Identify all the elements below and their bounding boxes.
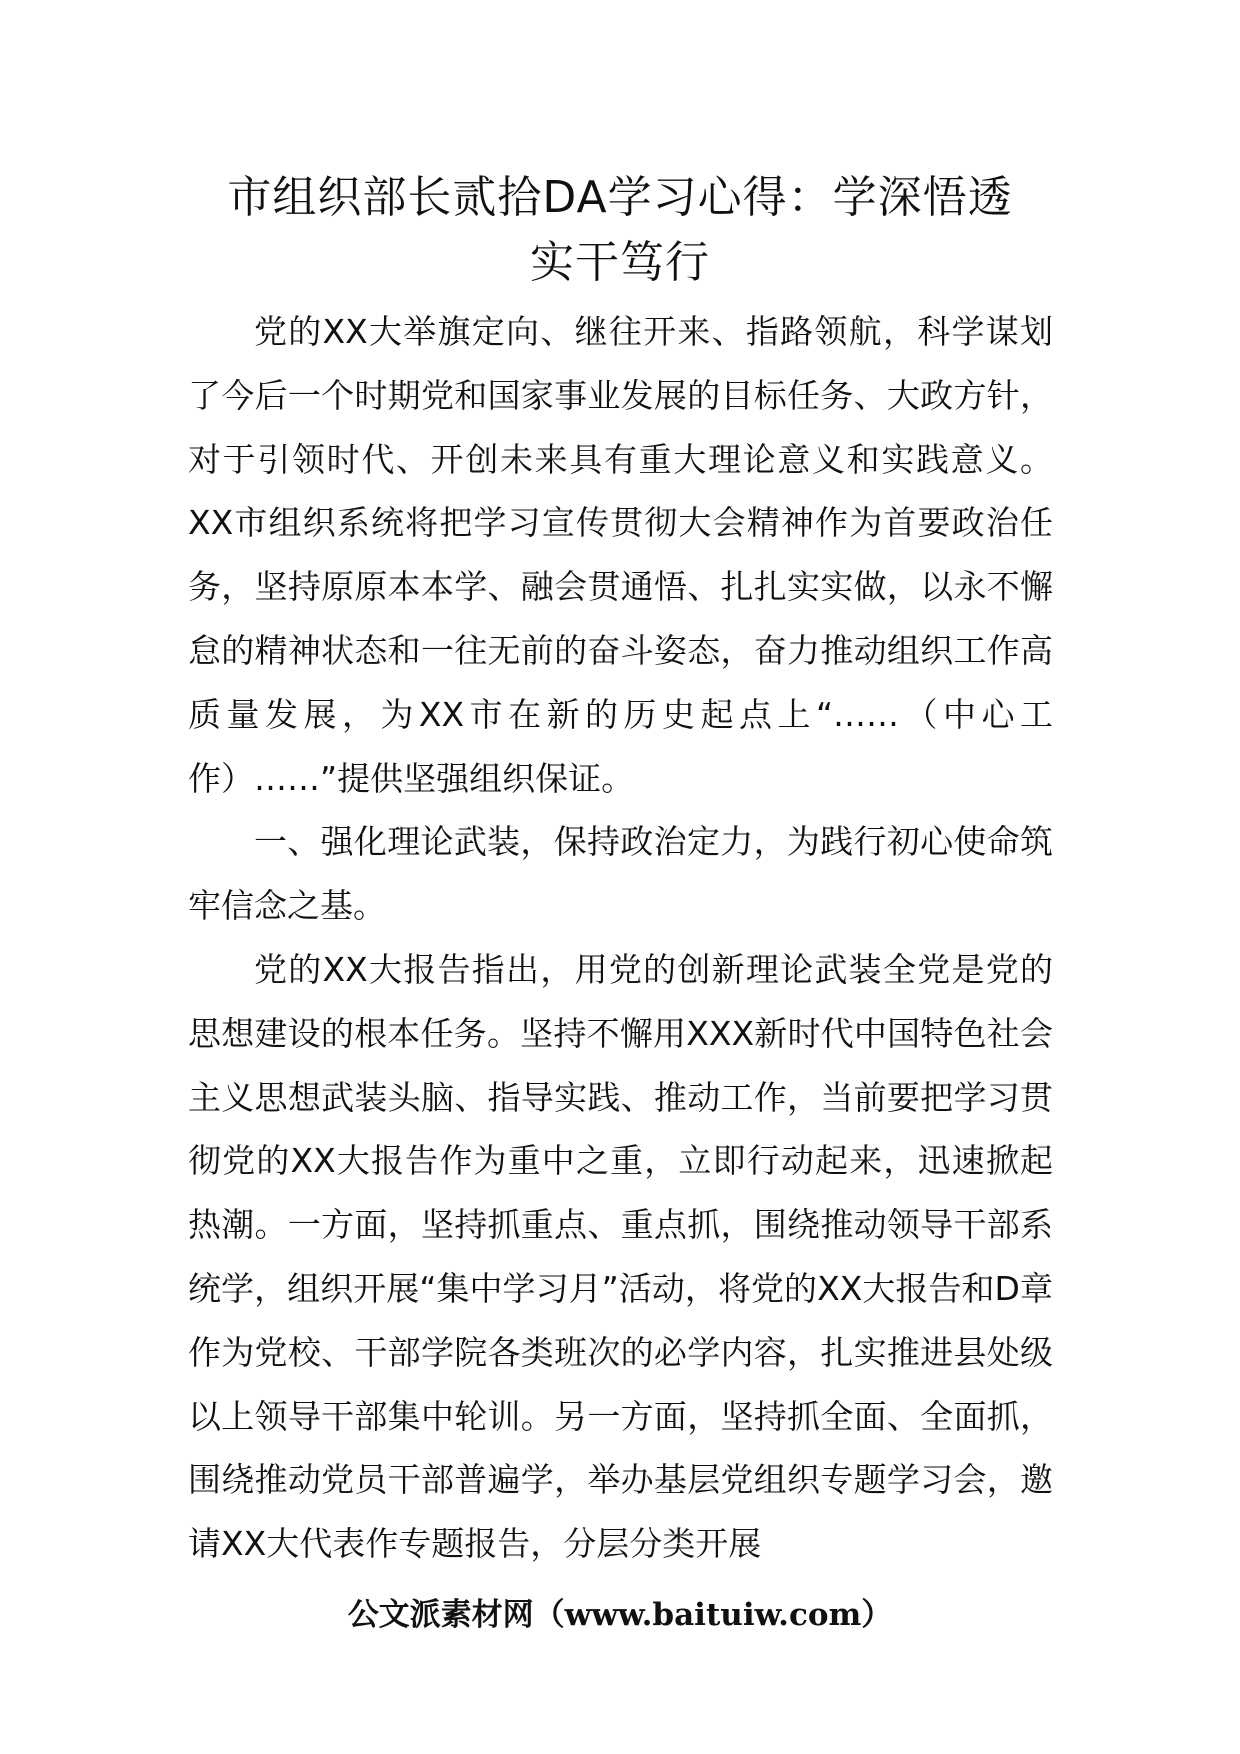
section-heading-1: 一、强化理论武装，保持政治定力，为践行初心使命筑牢信念之基。	[188, 822, 1053, 926]
body-paragraph-intro: 党的XX大举旗定向、继往开来、指路领航，科学谋划了今后一个时期党和国家事业发展的目标任务、大政方针，对于引领时代、开创未来具有重大理论意义和实践意义。XX市组织系统将把学习宣传贯彻大会精神作为首要政治任务，坚持原原本本学、融会贯通悟、扎扎实实做，以永不懈怠的精神状态和一往无前的奋斗姿态，奋力推动组织工作高质量发展，为XX市在新的历史起点上“……（中心工作）……”提供坚强组织保证。	[188, 312, 1053, 798]
document-body	[188, 300, 1053, 1576]
footer-watermark: 公文派素材网（www.baituiw.com）	[347, 1597, 893, 1633]
document-title-line-2: 实干笃行	[530, 237, 710, 288]
body-paragraph-section-1: 党的XX大报告指出，用党的创新理论武装全党是党的思想建设的根本任务。坚持不懈用XXX新时代中国特色社会主义思想武装头脑、指导实践、推动工作，当前要把学习贯彻党的XX大报告作为重中之重，立即行动起来，迅速掀起热潮。一方面，坚持抓重点、重点抓，围绕推动领导干部系统学，组织开展“集中学习月”活动，将党的XX大报告和D章作为党校、干部学院各类班次的必学内容，扎实推进县处级以上领导干部集中轮训。另一方面，坚持抓全面、全面抓，围绕推动党员干部普遍学，举办基层党组织专题学习会，邀请XX大代表作专题报告，分层分类开展	[188, 949, 1053, 1564]
document-title-line-1: 市组织部长贰拾DA学习心得：学深悟透	[227, 172, 1013, 223]
